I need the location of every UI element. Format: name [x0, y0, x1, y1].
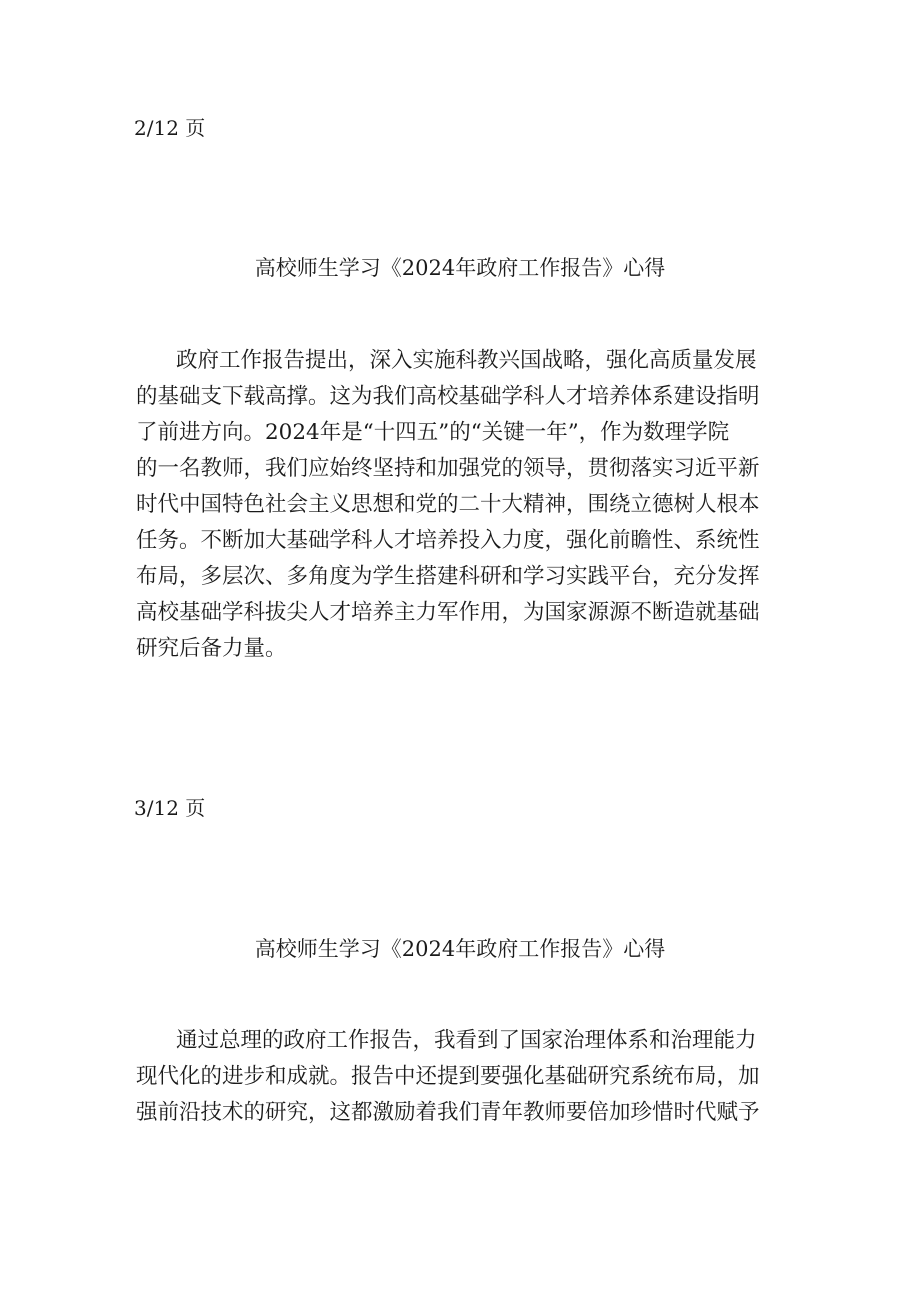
paragraph-line: 布局，多层次、多角度为学生搭建科研和学习实践平台，充分发挥	[136, 564, 760, 589]
section-title: 高校师生学习《2024年政府工作报告》心得	[254, 256, 666, 280]
page-number: 3/12 页	[134, 796, 206, 820]
paragraph-line: 现代化的进步和成就。报告中还提到要强化基础研究系统布局，加	[136, 1064, 760, 1089]
paragraph-line: 任务。不断加大基础学科人才培养投入力度，强化前瞻性、系统性	[136, 528, 760, 553]
page-number: 2/12 页	[134, 116, 206, 140]
paragraph-line: 的一名教师，我们应始终坚持和加强党的领导，贯彻落实习近平新	[136, 456, 760, 481]
body-paragraph	[136, 343, 776, 667]
body-paragraph	[136, 1023, 776, 1131]
paragraph-line: 政府工作报告提出，深入实施科教兴国战略，强化高质量发展	[176, 348, 757, 373]
paragraph-line: 强前沿技术的研究，这都激励着我们青年教师要倍加珍惜时代赋予	[136, 1100, 760, 1125]
paragraph-line: 时代中国特色社会主义思想和党的二十大精神，围绕立德树人根本	[136, 492, 760, 517]
paragraph-line: 的基础支下载高撑。这为我们高校基础学科人才培养体系建设指明	[136, 384, 760, 409]
section-title: 高校师生学习《2024年政府工作报告》心得	[254, 937, 666, 961]
paragraph-line: 高校基础学科拔尖人才培养主力军作用，为国家源源不断造就基础	[136, 600, 760, 625]
paragraph-line: 了前进方向。2024年是“十四五”的“关键一年”，作为数理学院	[136, 420, 730, 445]
paragraph-line: 研究后备力量。	[136, 636, 287, 661]
paragraph-line: 通过总理的政府工作报告，我看到了国家治理体系和治理能力	[176, 1028, 757, 1053]
